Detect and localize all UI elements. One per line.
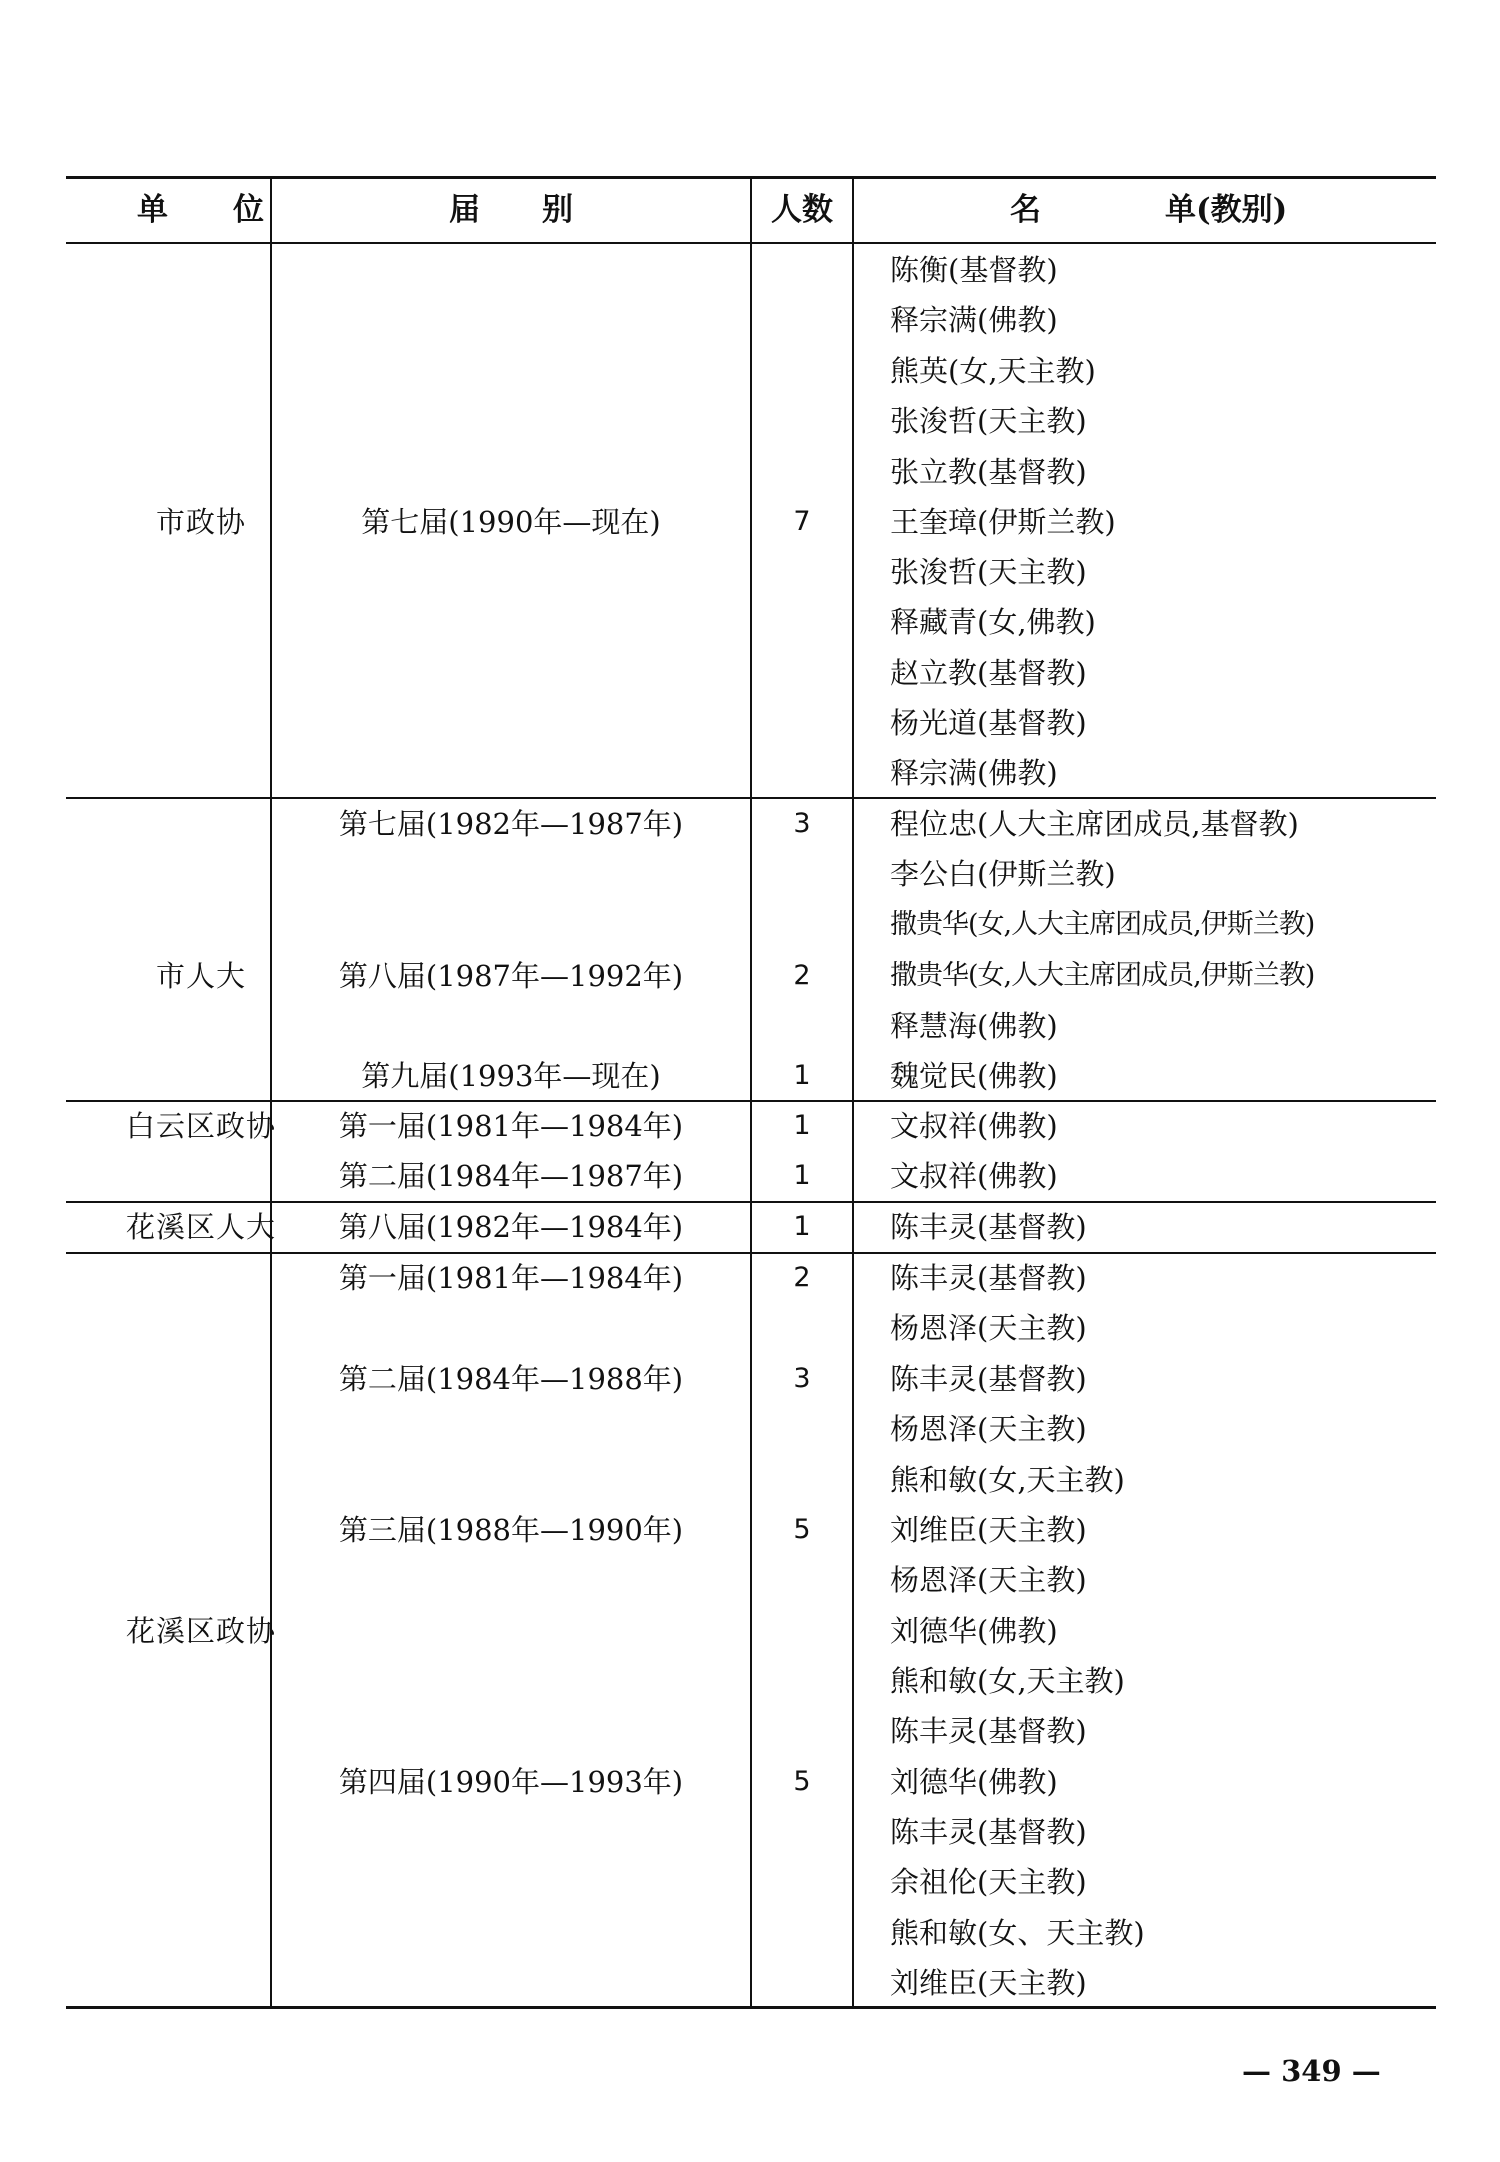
name-entry: 刘维臣(天主教) (890, 1966, 1087, 2000)
name-entry: 刘维臣(天主教) (890, 1513, 1087, 1547)
term-cell: 第二届(1984年—1987年) (338, 1159, 684, 1193)
count-cell: 7 (793, 506, 811, 537)
name-entry: 杨恩泽(天主教) (890, 1311, 1087, 1345)
header-term: 届 别 (449, 192, 573, 228)
count-cell: 2 (793, 960, 811, 991)
unit-cell: 市人大 (155, 959, 246, 993)
term-cell: 第八届(1987年—1992年) (338, 959, 684, 993)
count-cell: 5 (793, 1766, 811, 1797)
term-cell: 第一届(1981年—1984年) (338, 1109, 684, 1143)
header-names: 名 单(教别) (1010, 192, 1288, 228)
count-cell: 1 (793, 1110, 811, 1141)
header-unit: 单 位 (137, 192, 265, 228)
name-entry: 释宗满(佛教) (890, 303, 1058, 337)
term-cell: 第二届(1984年—1988年) (338, 1362, 684, 1396)
name-entry: 魏觉民(佛教) (890, 1059, 1058, 1093)
count-cell: 5 (793, 1514, 811, 1545)
count-cell: 2 (793, 1262, 811, 1293)
term-cell: 第七届(1990年—现在) (361, 505, 661, 539)
name-entry: 杨恩泽(天主教) (890, 1412, 1087, 1446)
name-entry: 赵立教(基督教) (890, 656, 1087, 690)
name-entry: 余祖伦(天主教) (890, 1865, 1087, 1899)
name-entry: 释慧海(佛教) (890, 1009, 1058, 1043)
name-entry: 程位忠(人大主席团成员,基督教) (890, 807, 1299, 841)
name-entry: 陈衡(基督教) (890, 253, 1058, 287)
name-entry: 杨光道(基督教) (890, 706, 1087, 740)
term-cell: 第七届(1982年—1987年) (338, 807, 684, 841)
name-entry: 陈丰灵(基督教) (890, 1362, 1087, 1396)
name-entry: 文叔祥(佛教) (890, 1109, 1058, 1143)
count-cell: 1 (793, 1060, 811, 1091)
count-cell: 3 (793, 808, 811, 839)
name-entry: 刘德华(佛教) (890, 1614, 1058, 1648)
name-entry: 陈丰灵(基督教) (890, 1261, 1087, 1295)
name-entry: 陈丰灵(基督教) (890, 1815, 1087, 1849)
term-cell: 第三届(1988年—1990年) (338, 1513, 684, 1547)
name-entry: 撒贵华(女,人大主席团成员,伊斯兰教) (890, 909, 1315, 940)
name-entry: 王奎璋(伊斯兰教) (890, 505, 1116, 539)
name-entry: 熊和敏(女、天主教) (890, 1916, 1145, 1950)
unit-cell: 市政协 (155, 505, 246, 539)
name-entry: 李公白(伊斯兰教) (890, 857, 1116, 891)
term-cell: 第九届(1993年—现在) (361, 1059, 661, 1093)
term-cell: 第八届(1982年—1984年) (338, 1210, 684, 1244)
name-entry: 陈丰灵(基督教) (890, 1714, 1087, 1748)
name-entry: 熊和敏(女,天主教) (890, 1463, 1125, 1497)
unit-cell: 花溪区人大 (125, 1210, 276, 1244)
name-entry: 释藏青(女,佛教) (890, 605, 1096, 639)
term-cell: 第四届(1990年—1993年) (338, 1765, 684, 1799)
name-entry: 释宗满(佛教) (890, 756, 1058, 790)
column-divider (852, 176, 854, 2008)
unit-cell: 花溪区政协 (125, 1614, 276, 1648)
page-number: — 349 — (1242, 2054, 1381, 2088)
name-entry: 张浚哲(天主教) (890, 555, 1087, 589)
name-entry: 张浚哲(天主教) (890, 404, 1087, 438)
term-cell: 第一届(1981年—1984年) (338, 1261, 684, 1295)
name-entry: 撒贵华(女,人大主席团成员,伊斯兰教) (890, 960, 1315, 991)
name-entry: 张立教(基督教) (890, 455, 1087, 489)
header-count: 人数 (771, 192, 833, 228)
count-cell: 1 (793, 1160, 811, 1191)
name-entry: 刘德华(佛教) (890, 1765, 1058, 1799)
name-entry: 熊和敏(女,天主教) (890, 1664, 1125, 1698)
count-cell: 1 (793, 1211, 811, 1242)
name-entry: 文叔祥(佛教) (890, 1159, 1058, 1193)
unit-cell: 白云区政协 (125, 1109, 276, 1143)
name-entry: 陈丰灵(基督教) (890, 1210, 1087, 1244)
name-entry: 杨恩泽(天主教) (890, 1563, 1087, 1597)
count-cell: 3 (793, 1363, 811, 1394)
name-entry: 熊英(女,天主教) (890, 354, 1096, 388)
